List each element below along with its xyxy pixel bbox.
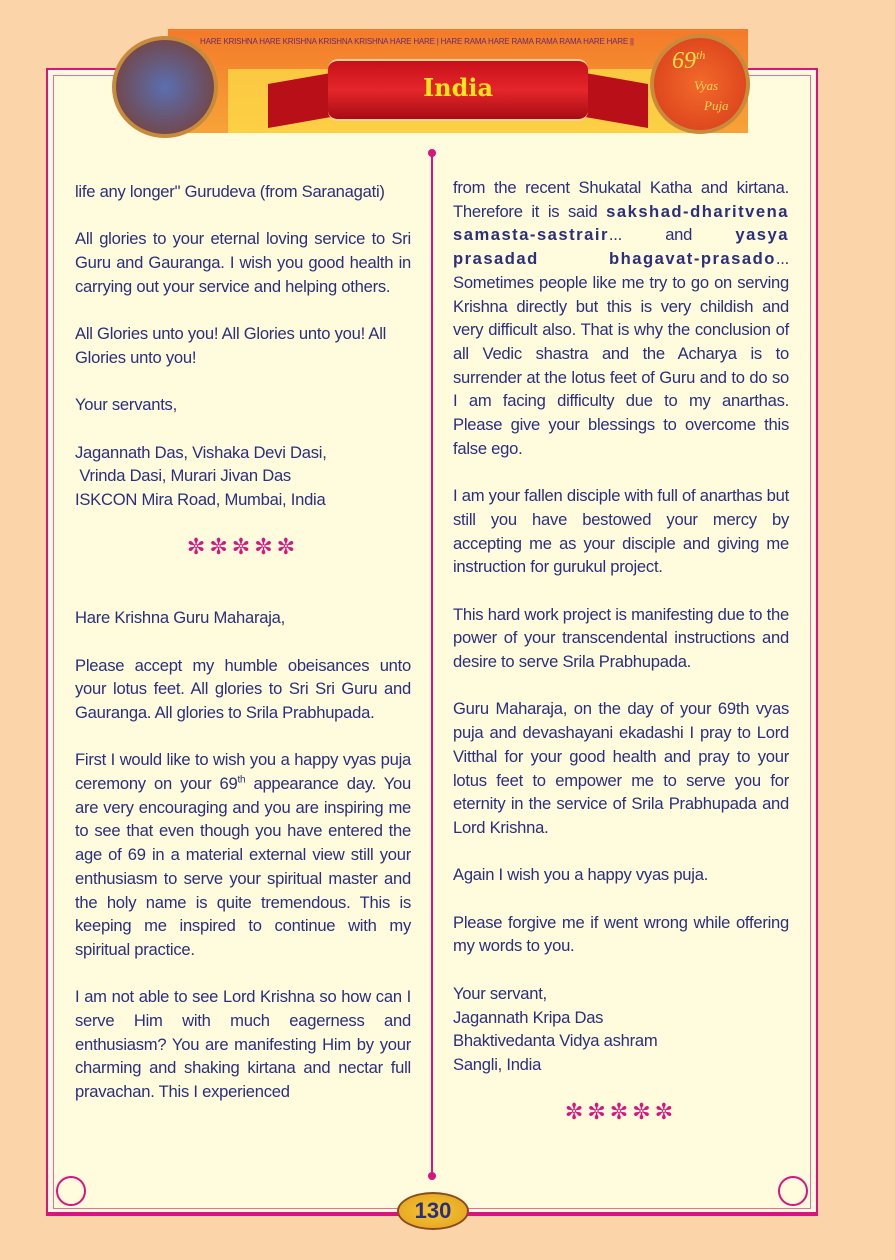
signature-block	[75, 441, 411, 512]
mantra-text: HARE KRISHNA HARE KRISHNA KRISHNA KRISHNA HARE HARE | HARE RAMA HARE RAMA RAMA RAMA HARE HARE ||	[200, 37, 634, 46]
title-ribbon	[328, 59, 588, 121]
page-title: India	[422, 73, 494, 102]
paragraph: Your servants,	[75, 395, 177, 415]
signature-line: Vrinda Dasi, Murari Jivan Das	[75, 466, 291, 486]
paragraph: Please accept my humble obeisances unto your lotus feet. All glories to Sri Sri Guru and Gauranga. All glories to Srila Prabhupada.	[75, 655, 411, 722]
paragraph: All glories to your eternal loving service to Sri Guru and Gauranga. I wish you good health in carrying out your service and helping others.	[75, 229, 411, 296]
medal-line2: Puja	[704, 98, 729, 113]
divider-dot	[428, 1172, 436, 1180]
medal-suffix: th	[696, 48, 706, 62]
superscript: th	[237, 774, 246, 786]
text: ... and	[608, 225, 736, 245]
star-separator: ✼✼✼✼✼	[186, 534, 300, 560]
signature-line: Jagannath Das, Vishaka Devi Dasi,	[75, 442, 327, 462]
sanskrit-quote: sakshad-dharitvena samasta-sastrair	[453, 201, 789, 245]
divider-dot	[428, 149, 436, 157]
signature-line: Bhaktivedanta Vidya ashram	[453, 1031, 658, 1051]
left-column	[75, 180, 411, 1128]
signature-line: Jagannath Kripa Das	[453, 1007, 604, 1027]
page-number: 130	[397, 1192, 469, 1230]
medal-line1: Vyas	[694, 78, 719, 93]
signature-line: ISKCON Mira Road, Mumbai, India	[75, 490, 326, 510]
signature-line: Your servant,	[453, 983, 547, 1003]
text: ... Sometimes people like me try to go on serving Krishna directly but this is very childish and very difficult also. That is why the conclusion of all Vedic shastra and the Acharya is to surrender at the lotus feet of Guru and to do so I am facing difficulty due to my anarthas. Please give your blessings to overcome this false ego.	[453, 249, 789, 458]
paragraph: This hard work project is manifesting due to the power of your transcendental instructions and desire to serve Srila Prabhupada.	[453, 604, 789, 672]
text: appearance day. You are very encouraging and you are inspiring me to see that even though you have entered the age of 69 in a material external view still your enthusiasm to serve your spiritual master and the holy name is quite tremendous. This is keeping me inspired to continue with my spiritual practice.	[75, 774, 411, 959]
paragraph: Please forgive me if went wrong while offering my words to you.	[453, 912, 789, 956]
star-separator: ✼✼✼✼✼	[564, 1099, 678, 1125]
vyas-puja-medallion	[650, 34, 750, 134]
paragraph: I am not able to see Lord Krishna so how can I serve Him with much eagerness and enthusiasm? You are manifesting Him by your charming and shaking kirtana and nectar full pravachan. This I experienced	[75, 987, 411, 1102]
sanskrit-quote: yasya prasadad bhagavat-prasado	[453, 225, 789, 269]
paragraph: I am your fallen disciple with full of anarthas but still you have bestowed your mercy by accepting me as your disciple and giving me instruction for gurukul project.	[453, 486, 789, 577]
signature-line: Sangli, India	[453, 1054, 542, 1074]
paragraph: life any longer" Gurudeva (from Saranagati)	[75, 182, 385, 201]
medal-number: 69	[672, 48, 696, 74]
signature-block	[453, 982, 789, 1077]
text: First I would like to wish you a happy vyas puja ceremony on your 69	[75, 750, 411, 794]
paragraph	[75, 748, 411, 961]
paragraph: Again I wish you a happy vyas puja.	[453, 865, 709, 885]
paragraph: Guru Maharaja, on the day of your 69th vyas puja and devashayani ekadashi I pray to Lord Vitthal for your good health and pray to your lotus feet to empower me to serve you for eternity in the service of Srila Prabhupada and Lord Krishna.	[453, 699, 789, 837]
right-column	[453, 176, 789, 1124]
ornament-corner	[56, 1176, 86, 1206]
deity-medallion	[112, 36, 218, 138]
ornament-corner	[778, 1176, 808, 1206]
salutation: Hare Krishna Guru Maharaja,	[75, 608, 285, 628]
paragraph	[453, 176, 789, 460]
text: from the recent Shukatal Katha and kirtana. Therefore it is said	[453, 178, 789, 221]
column-divider	[431, 153, 433, 1175]
paragraph: All Glories unto you! All Glories unto you! All Glories unto you!	[75, 324, 387, 367]
